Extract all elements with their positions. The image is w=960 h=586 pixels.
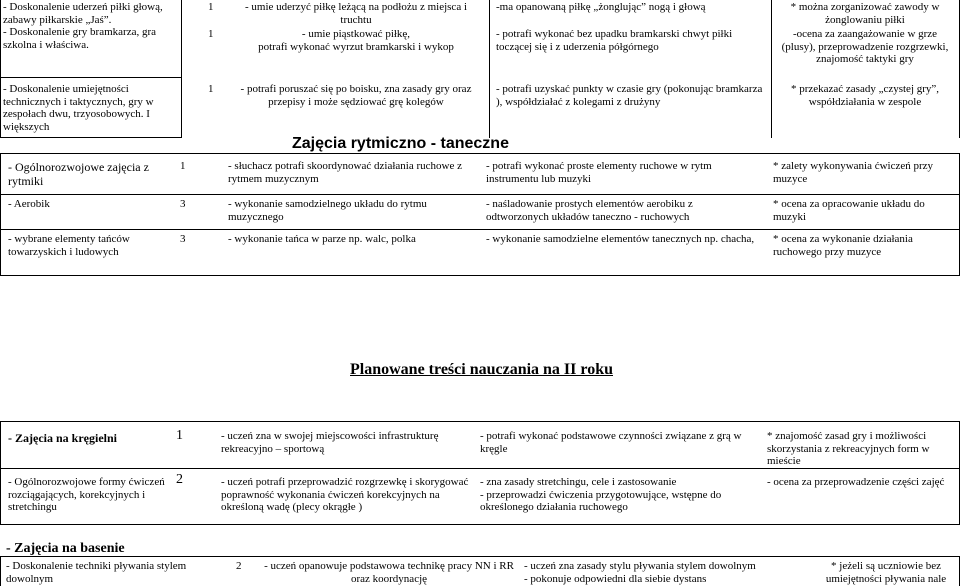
assessment-cell: * ocena za opracowanie układu do muzyki — [773, 198, 925, 223]
assessment-cell: * można zorganizować zawody w żonglowaniu piłki — [790, 1, 940, 26]
table-border — [771, 0, 772, 138]
content-cell: - słuchacz potrafi skoordynować działania ruchowe z rytmem muzycznym — [228, 160, 462, 185]
assessment-cell: - ocena za przeprowadzenie części zajęć — [767, 476, 945, 488]
achievement-cell: - wykonanie samodzielne elementów tanecznych np. chacha, — [486, 233, 755, 245]
hours-cell: 1 — [208, 83, 214, 95]
table-border — [0, 556, 1, 586]
content-cell: - potrafi poruszać się po boisku, zna zasady gry oraz przepisy i może sędziować grę kolegów — [240, 83, 472, 108]
goal-cell: - Ogólnorozwojowe zajęcia z rytmiki — [8, 160, 149, 188]
goal-cell: - Doskonalenie techniki pływania stylem dowolnym — [6, 560, 187, 585]
table-border — [0, 275, 960, 276]
achievement-cell: - zna zasady stretchingu, cele i zastosowanie - przeprowadzi ćwiczenia przygotowujące, wstępne do określonego działania ruchowego — [480, 476, 722, 513]
pool-heading: - Zajęcia na basenie — [6, 541, 125, 556]
content-cell: - wykonanie samodzielnego układu do rytmu muzycznego — [228, 198, 427, 223]
table-border — [0, 153, 960, 154]
achievement-cell: - potrafi wykonać podstawowe czynności związane z grą w kręgle — [480, 430, 742, 455]
content-cell: - uczeń potrafi przeprowadzić rozgrzewkę i skorygować poprawność wykonania ćwiczeń korekcyjnych na określoną wadę (plecy okrągłe ) — [221, 476, 469, 513]
plan-heading: Planowane treści nauczania na II roku — [350, 361, 613, 378]
table-border — [181, 0, 182, 138]
table-border — [0, 468, 960, 469]
achievement-cell: - potrafi wykonać proste elementy ruchowe w rytm instrumentu lub muzyki — [486, 160, 712, 185]
content-cell: - uczeń opanowuje podstawowa technikę pracy NN i RR oraz koordynację — [264, 560, 514, 585]
content-cell: - umie uderzyć piłkę leżącą na podłożu z miejsca i truchtu — [244, 1, 468, 26]
hours-cell: 1 — [208, 28, 214, 40]
hours-cell: 2 — [176, 472, 183, 487]
achievement-cell: - uczeń zna zasady stylu pływania stylem dowolnym - pokonuje odpowiedni dla siebie dystans — [524, 560, 756, 585]
hours-cell: 3 — [180, 233, 186, 245]
assessment-cell: * przekazać zasady „czystej gry”, współdziałania w zespole — [790, 83, 940, 108]
assessment-cell: * ocena za wykonanie działania ruchowego przy muzyce — [773, 233, 913, 258]
table-border — [0, 0, 1, 138]
goal-cell: - Aerobik — [8, 198, 50, 210]
table-border — [0, 421, 960, 422]
achievement-cell: - naśladowanie prostych elementów aerobiku z odtworzonych układów taneczno - ruchowych — [486, 198, 693, 223]
table-border — [0, 194, 960, 195]
goal-cell: - wybrane elementy tańców towarzyskich i ludowych — [8, 233, 130, 258]
hours-cell: 3 — [180, 198, 186, 210]
goal-cell: - Zajęcia na kręgielni — [8, 431, 117, 445]
hours-cell: 1 — [208, 1, 214, 13]
achievement-cell: -ma opanowaną piłkę „żonglując” nogą i głową — [496, 1, 706, 13]
achievement-cell: - potrafi uzyskać punkty w czasie gry (pokonując bramkarza ), współdziałać z kolegami z drużyny — [496, 83, 763, 108]
assessment-cell: * znajomość zasad gry i możliwości skorzystania z rekreacyjnych form w mieście — [767, 430, 930, 467]
achievement-cell: - potrafi wykonać bez upadku bramkarski chwyt piłki toczącej się i z uderzenia półgórnego — [496, 28, 733, 53]
table-border — [0, 556, 960, 557]
content-cell: - wykonanie tańca w parze np. walc, polka — [228, 233, 416, 245]
table-border — [0, 77, 182, 78]
table-border — [0, 229, 960, 230]
table-border — [0, 137, 182, 138]
table-border — [489, 0, 490, 138]
hours-cell: 2 — [236, 560, 242, 572]
table-border — [0, 524, 960, 525]
assessment-cell: * zalety wykonywania ćwiczeń przy muzyce — [773, 160, 934, 185]
goal-cell: - Doskonalenie uderzeń piłki głową, zabawy piłkarskie „Jaś”. - Doskonalenie gry bramkarza, gra szkolna i właściwa. — [3, 1, 163, 51]
goal-cell: - Ogólnorozwojowe formy ćwiczeń rozciągających, korekcyjnych i stretchingu — [8, 476, 165, 513]
section-title: Zajęcia rytmiczno - taneczne — [292, 135, 509, 152]
hours-cell: 1 — [176, 428, 183, 443]
assessment-cell: * jeżeli są uczniowie bez umiejętności pływania nale — [825, 560, 947, 585]
table-border — [0, 153, 1, 276]
table-border — [0, 421, 1, 525]
content-cell: - uczeń zna w swojej miejscowości infrastrukturę rekreacyjno – sportową — [221, 430, 439, 455]
assessment-cell: -ocena za zaangażowanie w grze (plusy), przeprowadzenie rozgrzewki, znajomość taktyki gry — [781, 28, 949, 65]
content-cell: - umie piąstkować piłkę, potrafi wykonać wyrzut bramkarski i wykop — [258, 28, 454, 53]
goal-cell: - Doskonalenie umiejętności technicznych i taktycznych, gry w zespołach dwu, trzyosobowych. I większych — [3, 83, 154, 133]
hours-cell: 1 — [180, 160, 186, 172]
